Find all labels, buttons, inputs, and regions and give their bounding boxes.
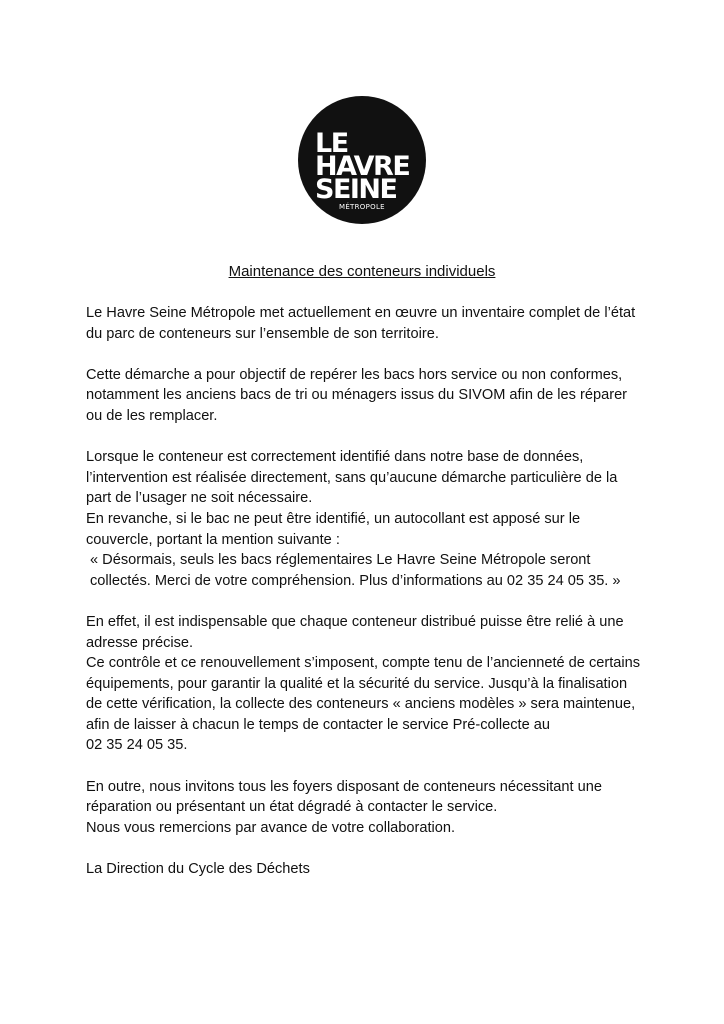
paragraph-invitation	[86, 777, 646, 839]
signature	[86, 859, 646, 880]
paragraph-text: Lorsque le conteneur est correctement identifié dans notre base de données, l’intervention est réalisée directement, sans qu’aucune démarche particulière de la part de l’usager ne soit nécessaire.	[86, 449, 618, 507]
metropole-logo	[298, 96, 426, 224]
paragraph-text: Nous vous remercions par avance de votre collaboration.	[86, 819, 456, 836]
paragraph-objective	[86, 365, 646, 427]
paragraph-text: Cette démarche a pour objectif de repérer les bacs hors service ou non conformes, notamment les anciens bacs de tri ou ménagers issus du SIVOM afin de les réparer ou de les remplacer.	[86, 366, 628, 424]
sticker-quote: « Désormais, seuls les bacs réglementaires Le Havre Seine Métropole seront collectés. Merci de votre compréhension. Plus d’informations au 02 35 24 05 35. »	[90, 552, 621, 589]
signature-text: La Direction du Cycle des Déchets	[86, 861, 310, 878]
logo-line-3: SEINE	[315, 174, 397, 205]
paragraph-text: Ce contrôle et ce renouvellement s’imposent, compte tenu de l’ancienneté de certains équipements, pour garantir la qualité et la sécurité du service. Jusqu’à la finalisation de cette vérification, la collecte des conteneurs « anciens modèles » sera maintenue, afin de laisser à chacun le temps de contacter le service Pré-collecte au	[86, 655, 641, 733]
document-body	[86, 303, 646, 900]
paragraph-control	[86, 612, 646, 756]
paragraph-text: En revanche, si le bac ne peut être identifié, un autocollant est apposé sur le couvercle, portant la mention suivante :	[86, 510, 581, 548]
paragraph-inventory	[86, 303, 646, 344]
logo-line-1: LE	[315, 128, 348, 159]
logo-subtitle: MÉTROPOLE	[339, 203, 385, 211]
logo-line-2: HAVRE	[315, 151, 410, 182]
paragraph-text: En outre, nous invitons tous les foyers disposant de conteneurs nécessitant une réparation ou présentant un état dégradé à contacter le service.	[86, 778, 602, 816]
document-title: Maintenance des conteneurs individuels	[228, 263, 496, 280]
paragraph-text: En effet, il est indispensable que chaque conteneur distribué puisse être relié à une adresse précise.	[86, 613, 624, 651]
paragraph-identification	[86, 447, 646, 591]
paragraph-text: Le Havre Seine Métropole met actuellement en œuvre un inventaire complet de l’état du parc de conteneurs sur l’ensemble de son territoire.	[86, 305, 636, 342]
phone-number: 02 35 24 05 35.	[86, 737, 188, 754]
